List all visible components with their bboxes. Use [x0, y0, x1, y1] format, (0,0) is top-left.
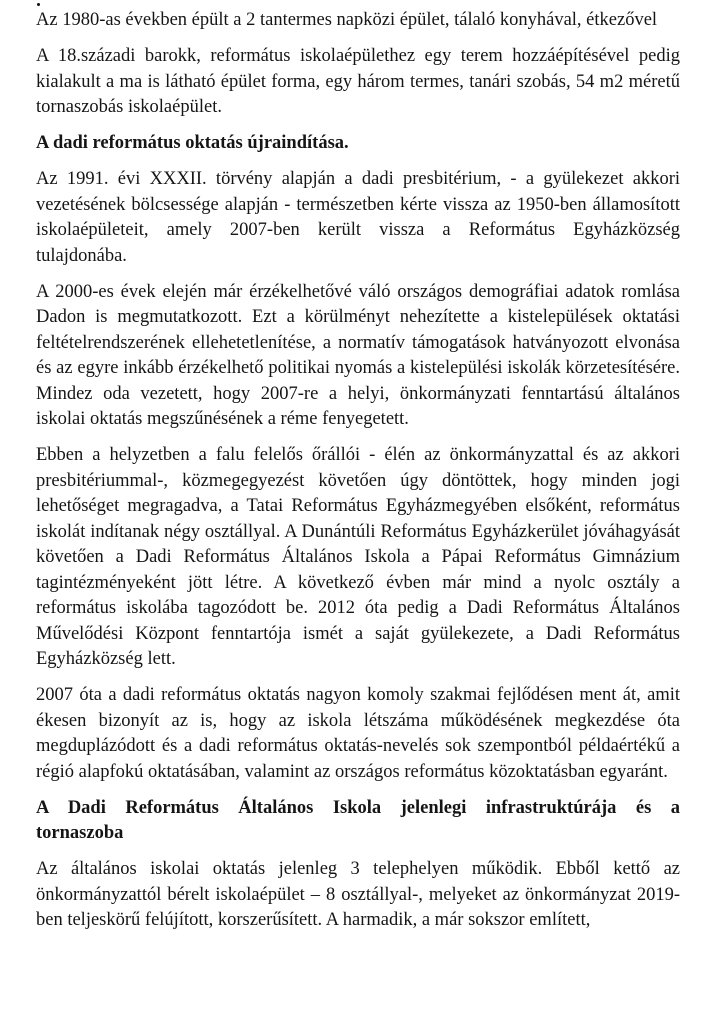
paragraph-telephelyek: Az általános iskolai oktatás jelenleg 3 telephelyen működik. Ebből kettő az önkormányzattól bérelt iskolaépület – 8 osztállyal-, melyeket az önkormányzat 2019-ben teljeskörű felújított, korszerűsített. A harmadik, a már sokszor említett, [36, 859, 680, 930]
heading-infrastruktura: A Dadi Református Általános Iskola jelenlegi infrastruktúrája és a tornaszoba [36, 797, 680, 843]
paragraph-barokk-epulet: A 18.századi barokk, református iskolaépülethez egy terem hozzáépítésével pedig kialakult a ma is látható épület forma, egy három termes, tanári szobás, 54 m2 méretű tornaszobás iskolaépület. [36, 46, 680, 117]
heading-ujrainditas: A dadi református oktatás újraindítása. [36, 133, 349, 153]
document-body [36, 8, 680, 944]
stray-dot-mark [37, 3, 40, 6]
paragraph-fejlodes: 2007 óta a dadi református oktatás nagyon komoly szakmai fejlődésen ment át, amit ékesen bizonyít az is, hogy az iskola létszáma működésének megkezdése óta megduplázódott és a dadi református oktatás-nevelés sok szempontból példaértékű a régió alapfokú oktatásában, valamint az országos református közoktatásban egyaránt. [36, 685, 680, 782]
paragraph-iskolainditas: Ebben a helyzetben a falu felelős őrállói - élén az önkormányzattal és az akkori presbitériummal-, közmegegyezést követően úgy döntöttek, hogy minden jogi lehetőséget megragadva, a Tatai Református Egyházmegyében elsőként, református iskolát indítanak négy osztállyal. A Dunántúli Református Egyházkerület jóváhagyását követően a Dadi Református Általános Iskola a Pápai Református Gimnázium tagintézményeként jött létre. A következő évben már mind a nyolc osztály a református iskolába tagozódott be. 2012 óta pedig a Dadi Református Általános Művelődési Központ fenntartója ismét a saját gyülekezete, a Dadi Református Egyházközség lett. [36, 445, 680, 669]
paragraph-demografia: A 2000-es évek elején már érzékelhetővé váló országos demográfiai adatok romlása Dadon is megmutatkozott. Ezt a körülményt nehezítette a kistelepülések oktatási feltételrendszerének ellehetetlenítése, a normatív támogatások hatványozott elvonása és az egyre inkább érzékelhető politikai nyomás a kistelepülési iskolák körzetesítésére. Mindez oda vezetett, hogy 2007-re a helyi, önkormányzati fenntartású általános iskolai oktatás megszűnésének a réme fenyegetett. [36, 281, 680, 429]
paragraph-torveny: Az 1991. évi XXXII. törvény alapján a dadi presbitérium, - a gyülekezet akkori vezetésének bölcsessége alapján - természetben kérte vissza az 1950-ben államosított iskolaépületeit, amely 2007-ben került vissza a Református Egyházközség tulajdonába. [36, 169, 680, 266]
paragraph-napkozi: Az 1980-as években épült a 2 tantermes napközi épület, tálaló konyhával, étkezővel [36, 10, 658, 30]
